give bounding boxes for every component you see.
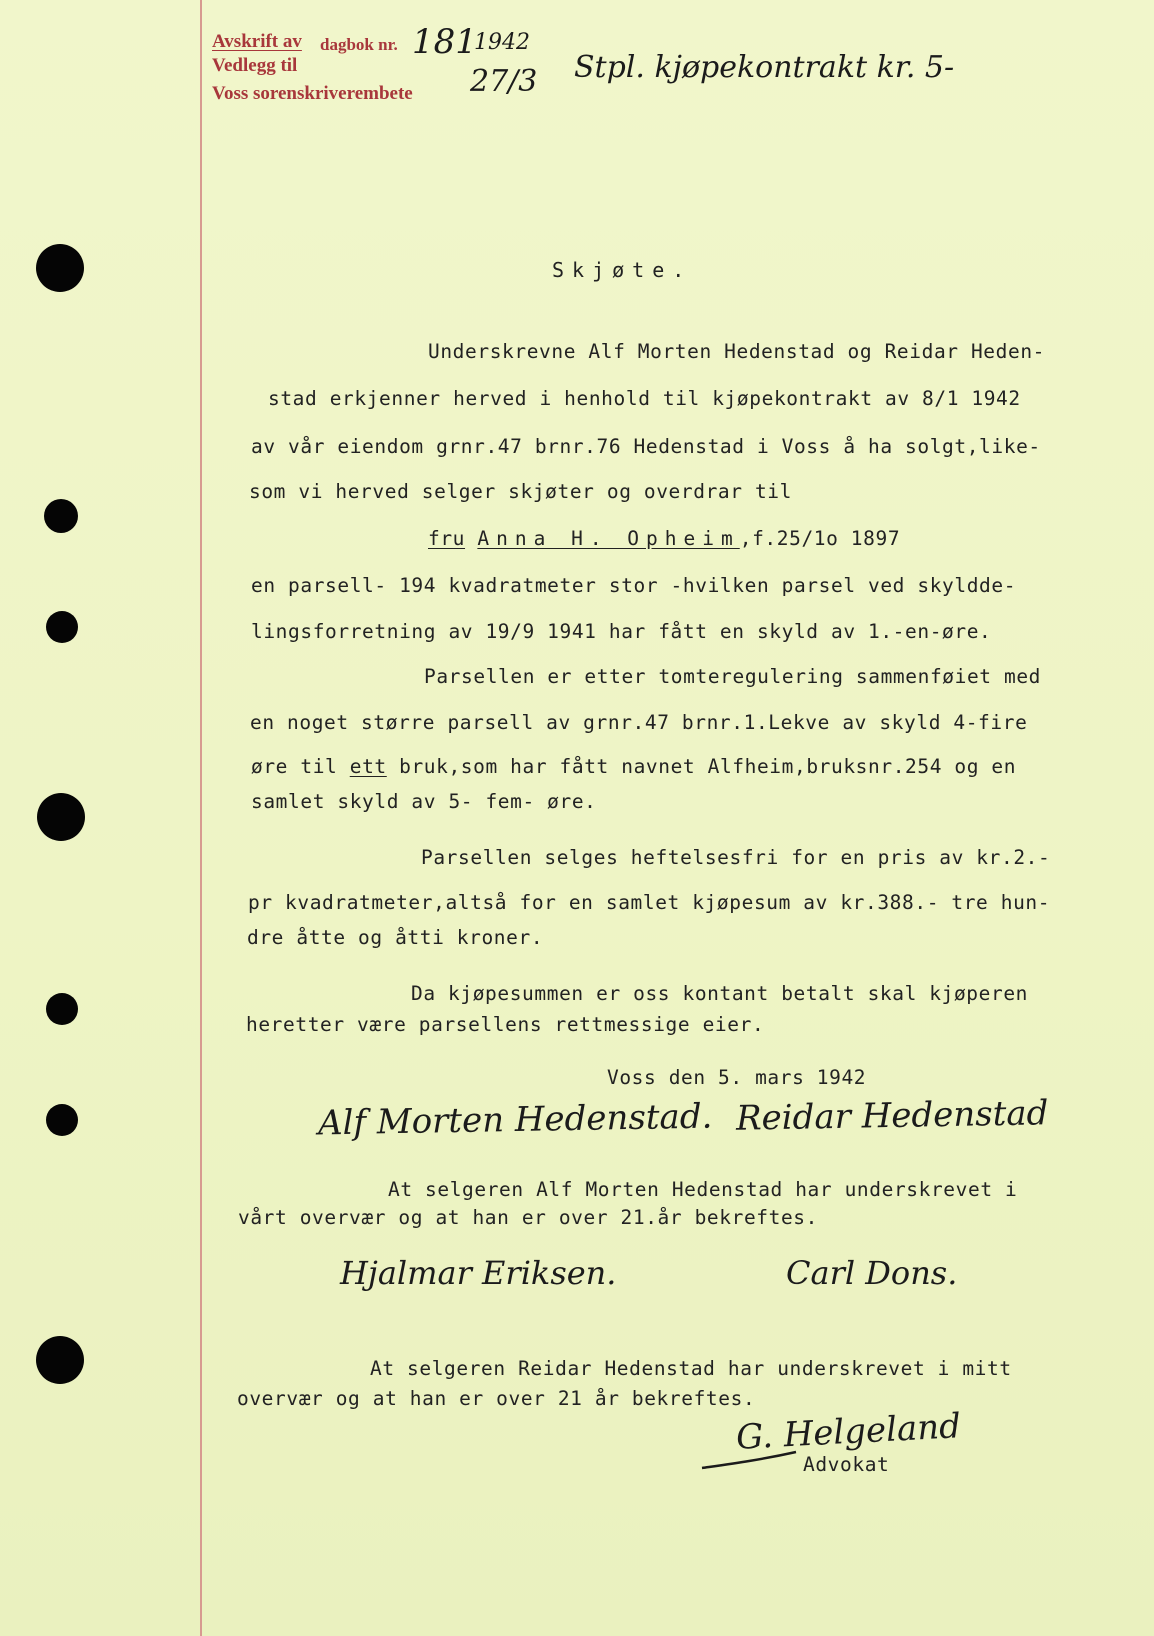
punch-hole <box>46 1104 78 1136</box>
stamp-office: Voss sorenskriverembete <box>212 83 413 104</box>
witness-line: vårt overvær og at han er over 21.år bekreftes. <box>238 1206 818 1229</box>
signature-advocate: G. Helgeland <box>735 1406 962 1458</box>
advocate-title: Advokat <box>803 1453 890 1476</box>
underlined-word: ett <box>349 755 387 778</box>
document-title: Skjøte. <box>552 258 693 282</box>
body-line: som vi herved selger skjøter og overdrar til <box>249 480 792 503</box>
stamp-dagbok: dagbok nr. <box>320 35 398 54</box>
buyer-line <box>428 527 900 550</box>
body-line <box>251 755 1016 778</box>
body-line: pr kvadratmeter,altså for en samlet kjøpesum av kr.388.- tre hun- <box>248 891 1051 914</box>
body-line: lingsforretning av 19/9 1941 har fått en skyld av 1.-en-øre. <box>251 620 992 643</box>
punch-hole <box>36 244 84 292</box>
buyer-name: Anna H. Opheim <box>477 527 740 550</box>
body-line: en parsell- 194 kvadratmeter stor -hvilken parsel ved skyldde- <box>251 574 1017 597</box>
body-text: bruk,som har fått navnet Alfheim,bruksnr.254 og en <box>386 755 1017 778</box>
handwritten-stamp-note: Stpl. kjøpekontrakt kr. 5- <box>574 50 955 85</box>
witness-line: At selgeren Alf Morten Hedenstad har underskrevet i <box>388 1178 1018 1201</box>
signature-witness-1: Hjalmar Eriksen. <box>340 1254 617 1292</box>
body-line: samlet skyld av 5- fem- øre. <box>251 790 597 813</box>
signature-witness-2: Carl Dons. <box>786 1254 958 1292</box>
handwritten-date: 27/3 <box>470 64 538 99</box>
buyer-birth: ,f.25/1o 1897 <box>739 527 901 550</box>
body-line: en noget større parsell av grnr.47 brnr.1.Lekve av skyld 4-fire <box>250 711 1028 734</box>
handwritten-year: 1942 <box>474 30 530 55</box>
punch-hole <box>46 993 78 1025</box>
body-line: dre åtte og åtti kroner. <box>247 926 544 949</box>
body-line: Parsellen selges heftelsesfri for en pris av kr.2.- <box>421 846 1051 869</box>
punch-hole <box>44 499 78 533</box>
punch-hole <box>36 1336 84 1384</box>
signature-seller-1: Alf Morten Hedenstad. <box>317 1096 713 1144</box>
margin-rule <box>200 0 202 1636</box>
stamp-vedlegg: Vedlegg til <box>212 55 298 76</box>
punch-hole <box>37 793 85 841</box>
signature-seller-2: Reidar Hedenstad <box>735 1093 1049 1139</box>
body-line: Underskrevne Alf Morten Hedenstad og Reidar Heden- <box>428 340 1045 363</box>
witness-line: At selgeren Reidar Hedenstad har underskrevet i mitt <box>370 1357 1012 1380</box>
place-date: Voss den 5. mars 1942 <box>607 1066 867 1089</box>
body-line: heretter være parsellens rettmessige eier. <box>246 1013 765 1036</box>
stamp-avskrift: Avskrift av <box>212 31 302 52</box>
buyer-prefix: fru <box>428 527 466 550</box>
witness-line: overvær og at han er over 21 år bekreftes. <box>237 1387 756 1410</box>
body-text: øre til <box>251 755 350 778</box>
body-line: Da kjøpesummen er oss kontant betalt skal kjøperen <box>411 982 1028 1005</box>
punch-hole <box>46 611 78 643</box>
body-line: av vår eiendom grnr.47 brnr.76 Hedenstad i Voss å ha solgt,like- <box>251 435 1041 458</box>
handwritten-dagbok-number: 181 <box>412 22 477 62</box>
signature-flourish <box>700 1446 800 1476</box>
body-line: Parsellen er etter tomteregulering sammenføiet med <box>424 665 1041 688</box>
body-line: stad erkjenner herved i henhold til kjøpekontrakt av 8/1 1942 <box>268 387 1021 410</box>
